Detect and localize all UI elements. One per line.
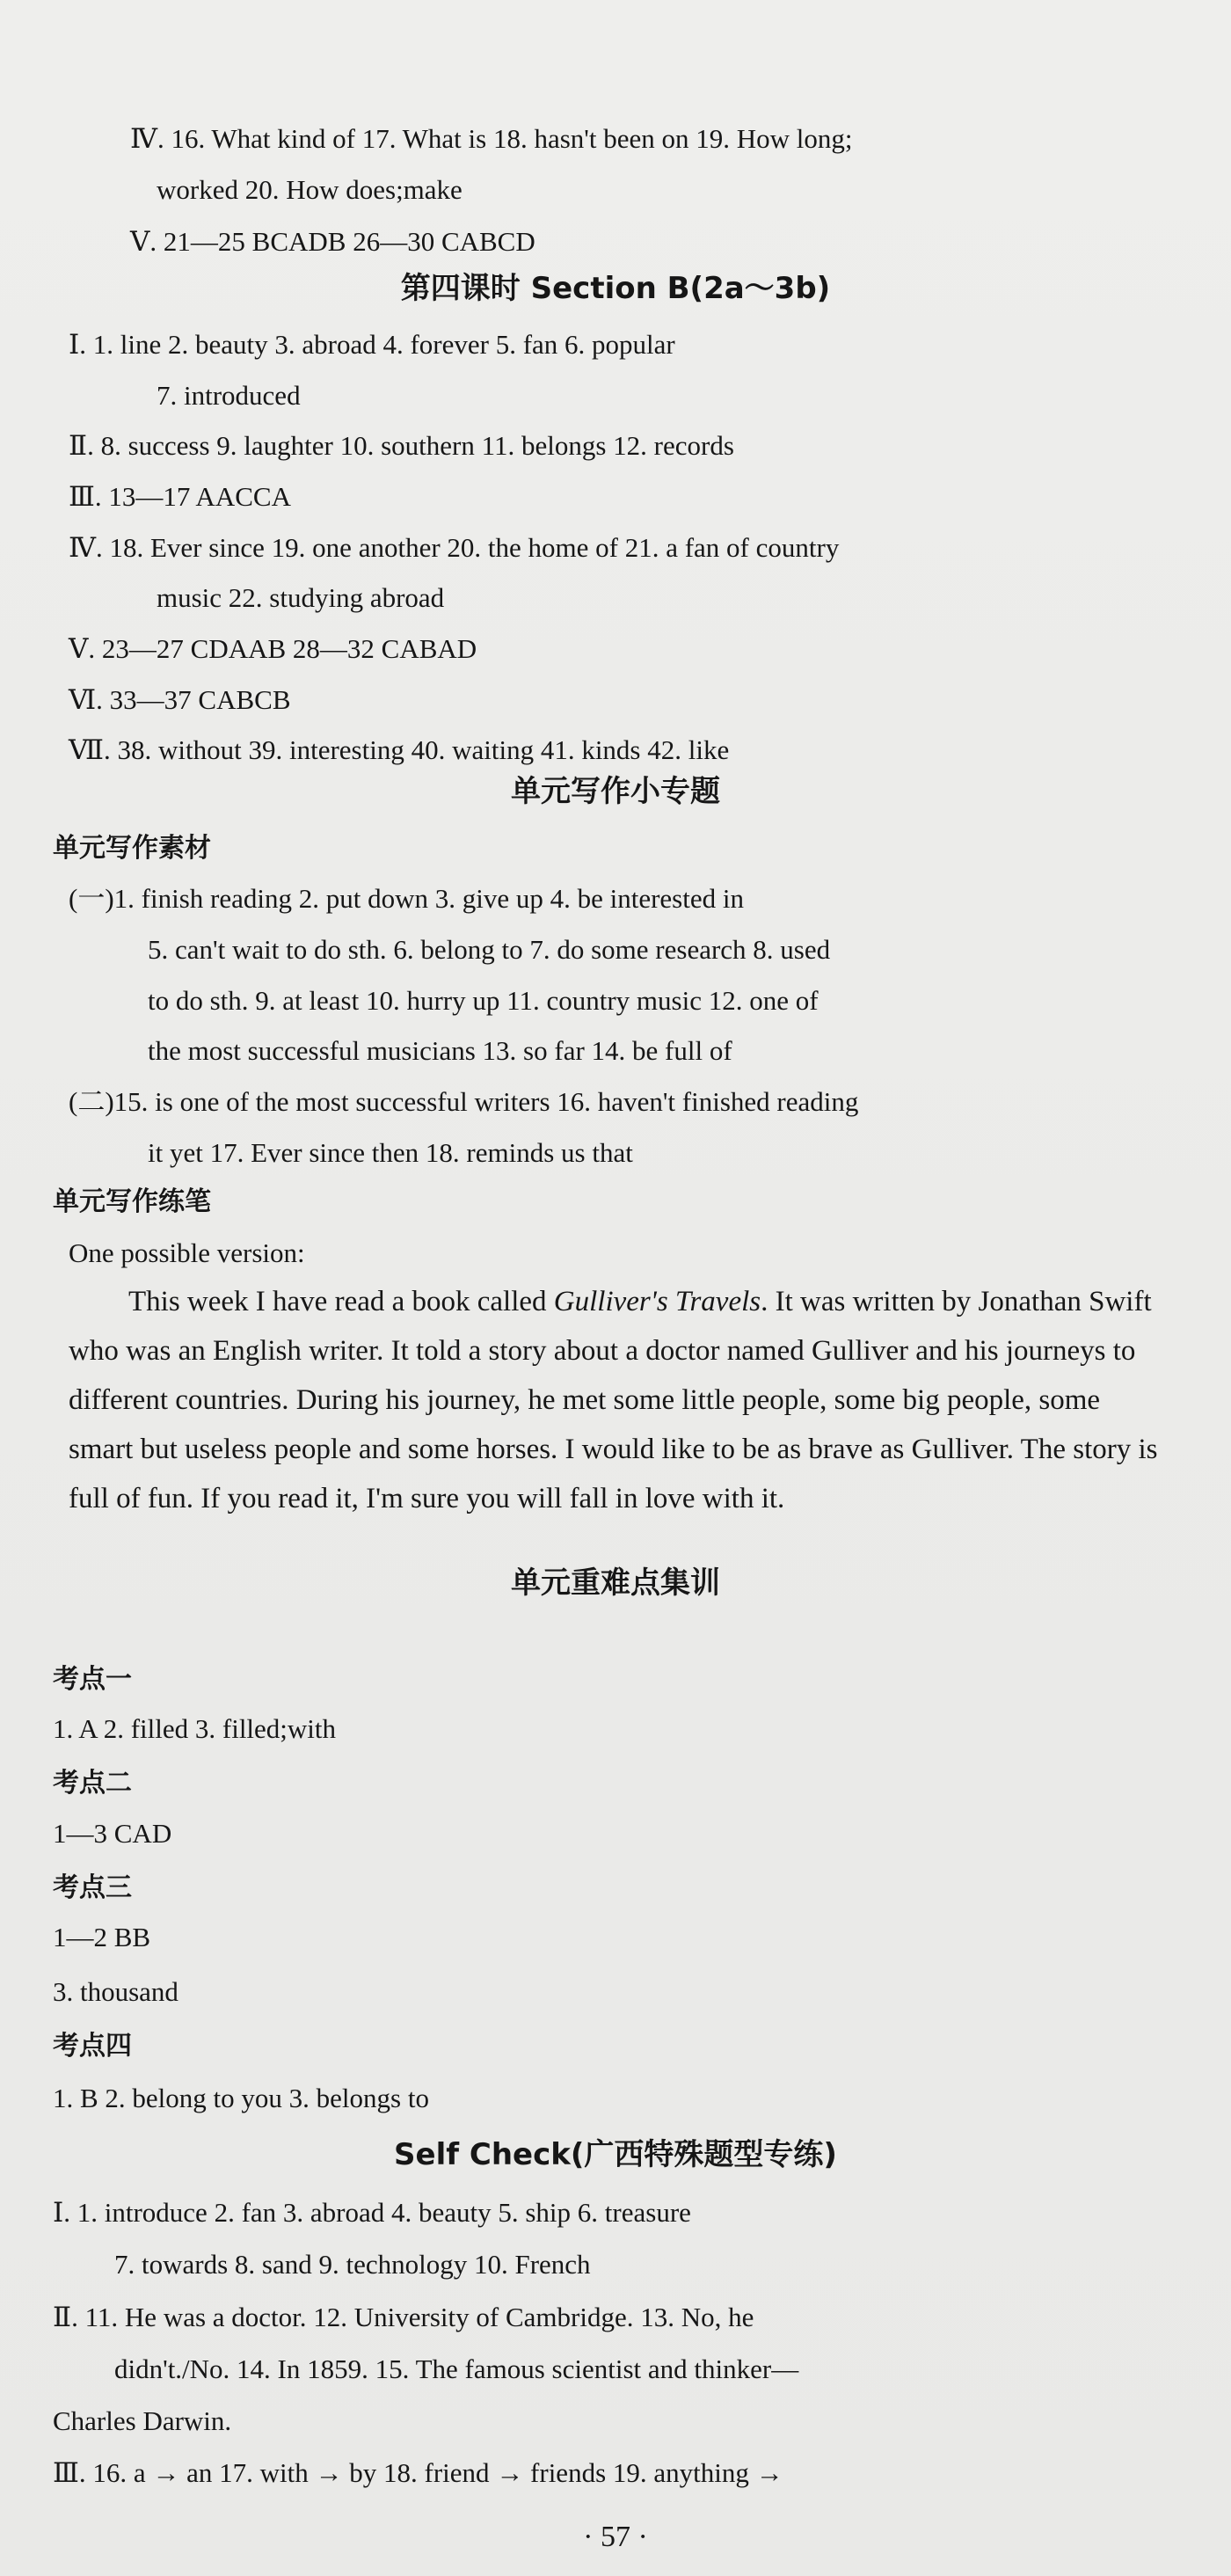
answer-line: Ⅴ. 21—25 BCADB 26—30 CABCD — [130, 226, 535, 257]
answer-line: Ⅴ. 23—27 CDAAB 28—32 CABAD — [69, 633, 477, 664]
section-heading: 第四课时 Section B(2a～3b) — [400, 271, 831, 306]
page-number: · 57 · — [583, 2521, 648, 2553]
answer-line: 5. can't wait to do sth. 6. belong to 7. do some research 8. used — [148, 934, 831, 965]
answer-line: 7. introduced — [157, 380, 301, 411]
answer-line: the most successful musicians 13. so far 14. be full of — [148, 1035, 732, 1066]
answer-line: Ⅲ. 16. a → an 17. with → by 18. friend → friends 19. anything → — [53, 2457, 783, 2488]
subsection-heading: 考点二 — [53, 1768, 132, 1799]
answer-line: 1. B 2. belong to you 3. belongs to — [53, 2083, 429, 2113]
answer-line: didn't./No. 14. In 1859. 15. The famous scientist and thinker— — [114, 2353, 799, 2384]
essay-part2: . It was written by Jonathan Swift who was an English writer. It told a story about a doctor named Gulliver and his journeys to different countries. During his journey, he met some little people, some big people, some smart but useless people and some horses. I would like to be as brave as Gulliver. The story is full of fun. If you read it, I'm sure you will fall in love with it. — [69, 1286, 1158, 1514]
answer-line: Charles Darwin. — [53, 2405, 232, 2436]
section-heading: 单元写作小专题 — [511, 774, 720, 809]
answer-line: Ⅵ. 33—37 CABCB — [69, 684, 291, 715]
answer-line: music 22. studying abroad — [157, 582, 445, 613]
answer-line: to do sth. 9. at least 10. hurry up 11. country music 12. one of — [148, 985, 819, 1016]
answer-line: Ⅰ. 1. introduce 2. fan 3. abroad 4. beauty 5. ship 6. treasure — [53, 2197, 691, 2228]
answer-line: 7. towards 8. sand 9. technology 10. French — [114, 2249, 591, 2280]
subsection-heading: 考点三 — [53, 1872, 132, 1903]
answer-line: 1. A 2. filled 3. filled;with — [53, 1713, 337, 1744]
answer-line: Ⅱ. 11. He was a doctor. 12. University of Cambridge. 13. No, he — [53, 2302, 754, 2332]
answer-line: 1—2 BB — [53, 1922, 151, 1952]
subsection-heading: 考点四 — [53, 2031, 132, 2062]
answer-line: (二)15. is one of the most successful writers 16. haven't finished reading — [69, 1086, 859, 1117]
answer-line: worked 20. How does;make — [157, 174, 463, 205]
answer-line: 1—3 CAD — [53, 1818, 172, 1849]
answer-line: it yet 17. Ever since then 18. reminds us that — [148, 1137, 633, 1168]
essay-book-title: Gulliver's Travels — [553, 1286, 761, 1317]
section-heading: 单元重难点集训 — [511, 1565, 720, 1601]
subsection-heading: 单元写作素材 — [53, 833, 211, 864]
answer-line: Ⅱ. 8. success 9. laughter 10. southern 11. belongs 12. records — [69, 430, 734, 461]
answer-line: Ⅶ. 38. without 39. interesting 40. waiting 41. kinds 42. like — [69, 734, 730, 765]
answer-line: Ⅳ. 18. Ever since 19. one another 20. the home of 21. a fan of country — [69, 532, 840, 563]
answer-line: Ⅳ. 16. What kind of 17. What is 18. hasn't been on 19. How long; — [130, 123, 853, 154]
subsection-heading: 考点一 — [53, 1664, 132, 1695]
answer-line: 3. thousand — [53, 1976, 178, 2007]
answer-line: Ⅰ. 1. line 2. beauty 3. abroad 4. forever 5. fan 6. popular — [69, 329, 675, 360]
answer-line: Ⅲ. 13—17 AACCA — [69, 481, 291, 512]
answer-line: (一)1. finish reading 2. put down 3. give up 4. be interested in — [69, 883, 744, 914]
answer-line: One possible version: — [69, 1237, 305, 1268]
subsection-heading: 单元写作练笔 — [53, 1186, 211, 1217]
essay-part1: This week I have read a book called — [128, 1286, 554, 1317]
writing-sample-essay — [69, 1277, 1163, 1523]
section-heading: Self Check(广西特殊题型专练) — [394, 2137, 837, 2172]
